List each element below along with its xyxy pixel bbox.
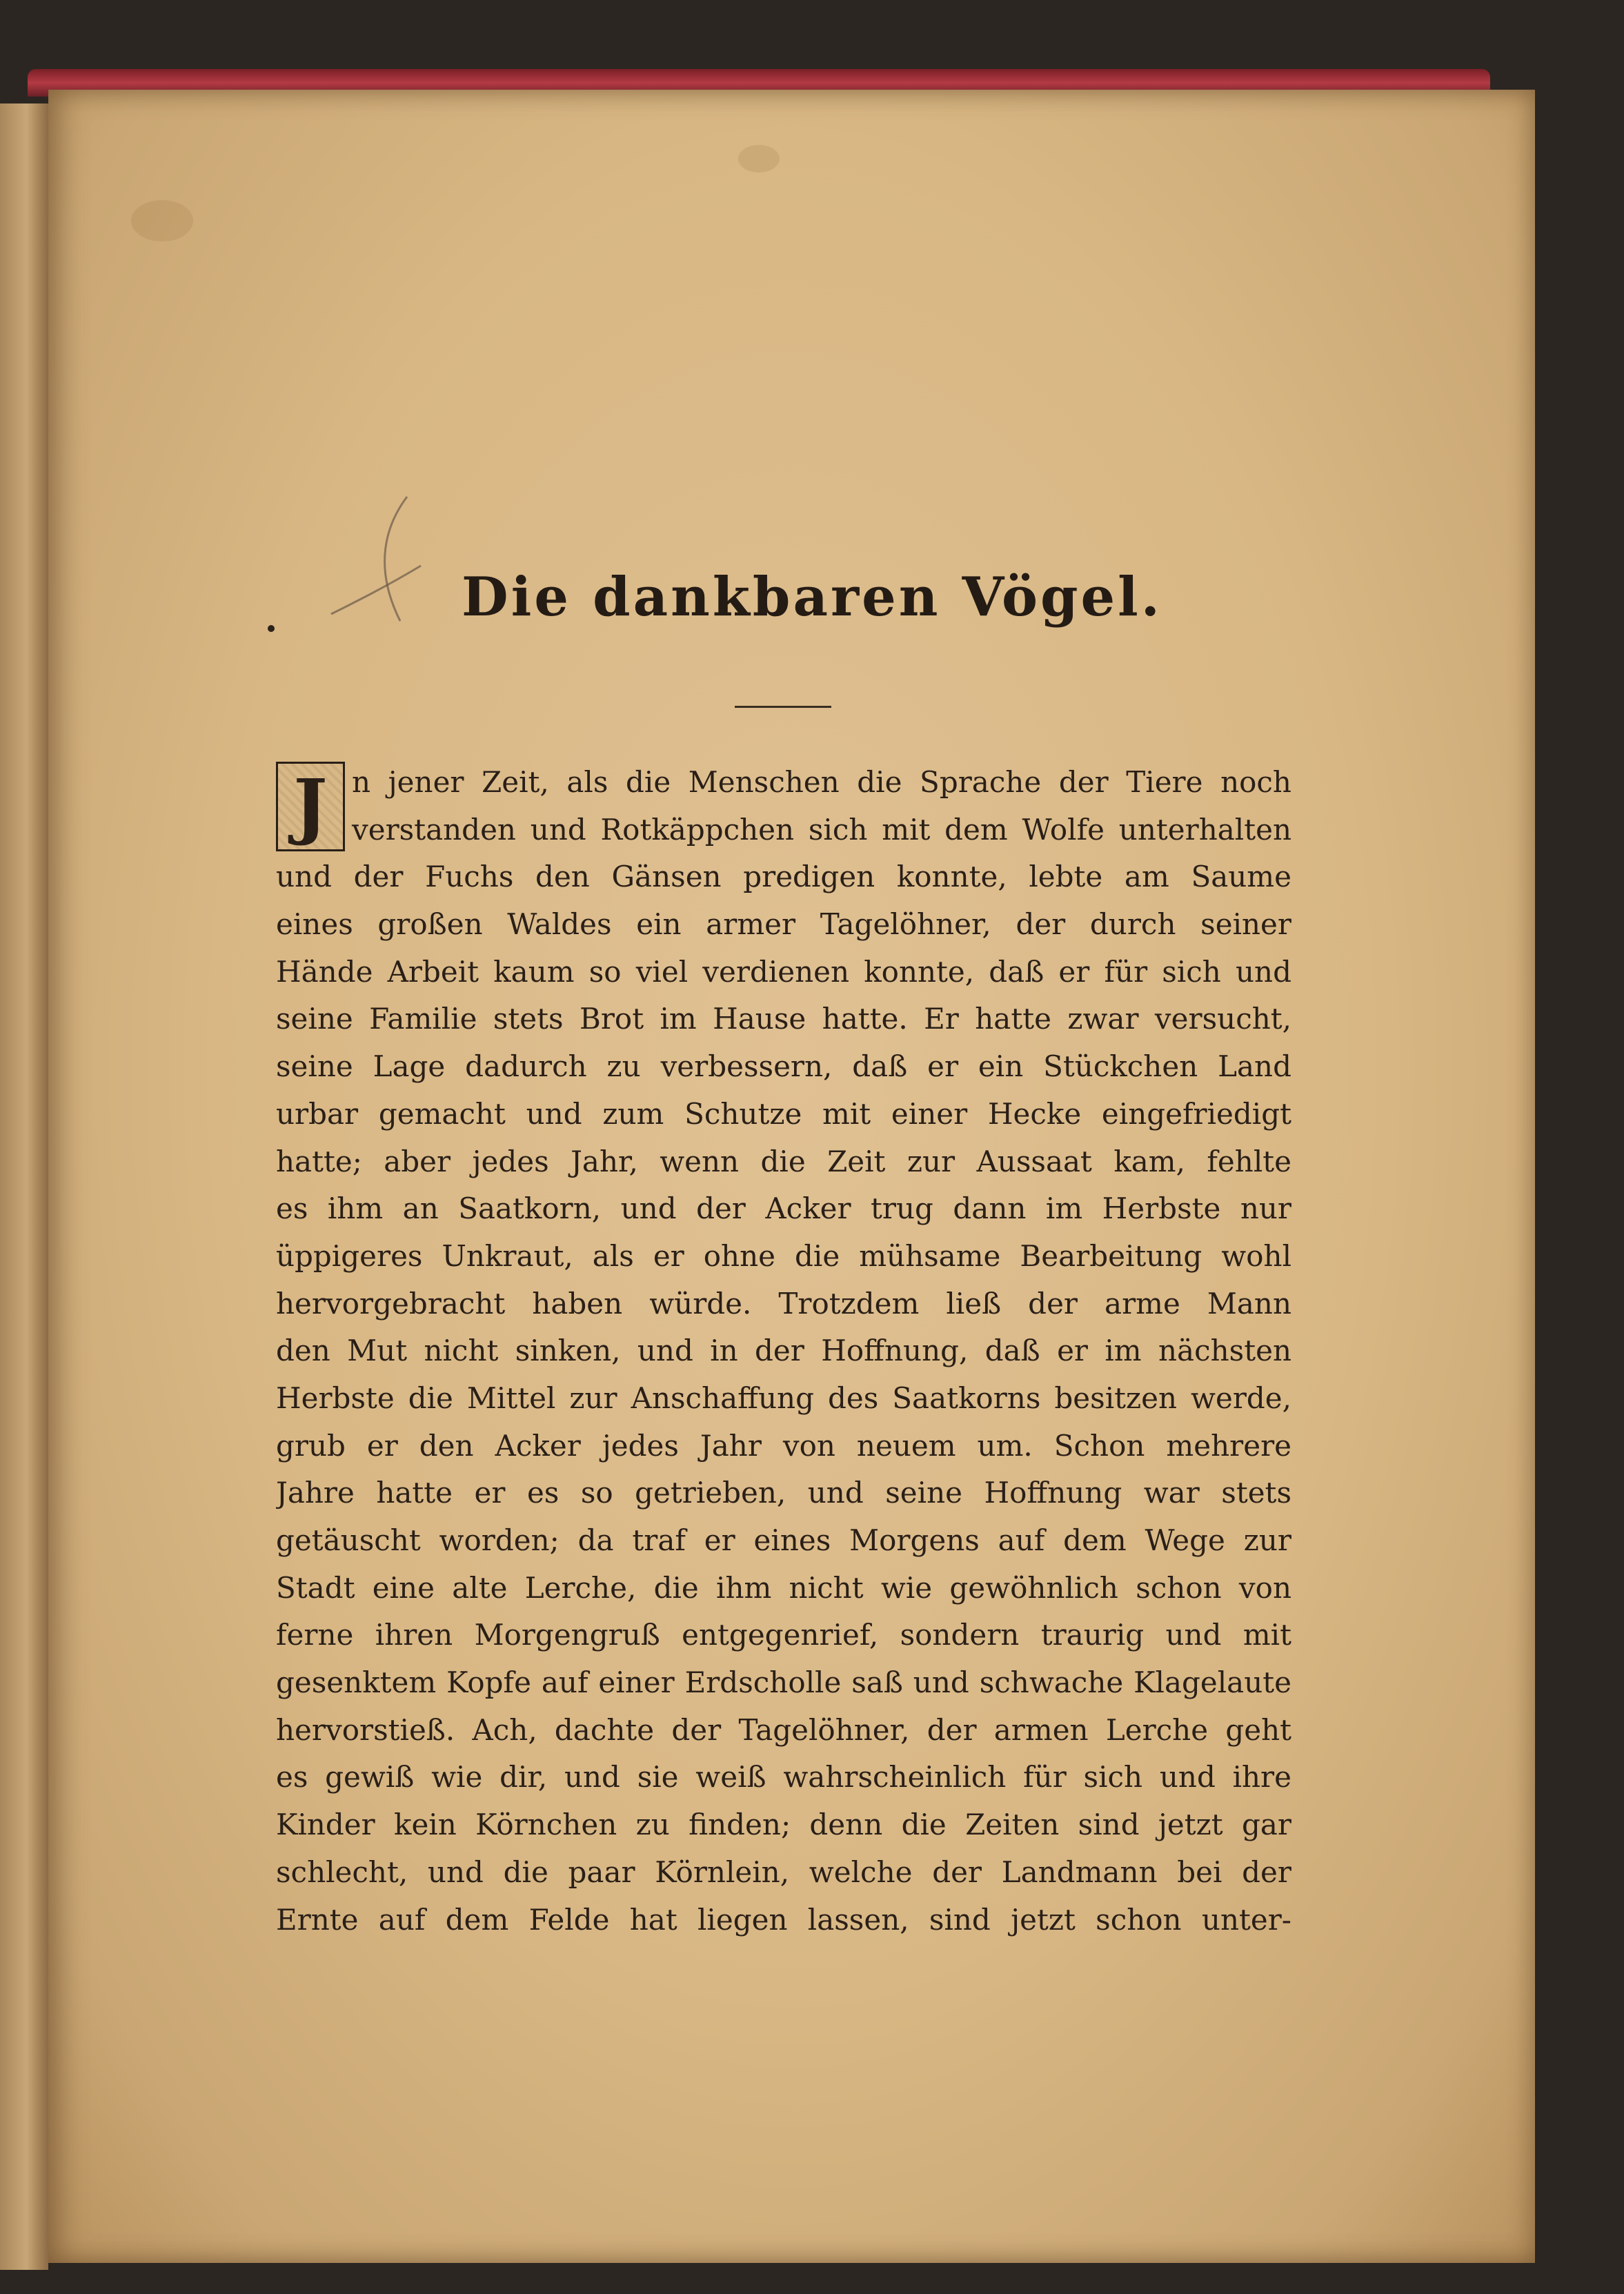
text-line: es ihm an Saatkorn, und der Acker trug dann im Herbste nur (276, 1192, 1291, 1226)
text-line: hervorgebracht haben würde. Trotzdem ließ der arme Mann (276, 1286, 1291, 1321)
text-line: hervorstieß. Ach, dachte der Tagelöhner, der armen Lerche geht (276, 1712, 1291, 1747)
text-line: üppigeres Unkraut, als er ohne die mühsame Bearbeitung wohl (276, 1238, 1291, 1273)
dropcap-initial: J (276, 762, 345, 851)
text-line: ferne ihren Morgengruß entgegenrief, sondern traurig und mit (276, 1618, 1291, 1652)
page-stain (131, 200, 193, 241)
text-line: schlecht, und die paar Körnlein, welche der Landmann bei der (276, 1855, 1291, 1889)
page-title: Die dankbaren Vögel. (462, 566, 1162, 629)
text-line: Herbste die Mittel zur Anschaffung des Saatkorns besitzen werde, (276, 1381, 1291, 1415)
text-line: eines großen Waldes ein armer Tagelöhner, der durch seiner (276, 907, 1291, 942)
text-line: grub er den Acker jedes Jahr von neuem um. Schon mehrere (276, 1428, 1291, 1463)
text-line: Kinder kein Körnchen zu finden; denn die Zeiten sind jetzt gar (276, 1808, 1291, 1842)
text-line: seine Lage dadurch zu verbessern, daß er ein Stückchen Land (276, 1049, 1291, 1084)
text-line: und der Fuchs den Gänsen predigen konnte, lebte am Saume (276, 860, 1291, 894)
text-line: getäuscht worden; da traf er eines Morgens auf dem Wege zur (276, 1523, 1291, 1557)
text-line: hatte; aber jedes Jahr, wenn die Zeit zur Aussaat kam, fehlte (276, 1144, 1291, 1178)
text-line: gesenktem Kopfe auf einer Erdscholle saß und schwache Klagelaute (276, 1665, 1291, 1700)
text-line: verstanden und Rotkäppchen sich mit dem Wolfe unterhalten (352, 812, 1291, 847)
body-text (276, 759, 1291, 1944)
left-page-edge (0, 103, 48, 2270)
text-line: es gewiß wie dir, und sie weiß wahrscheinlich für sich und ihre (276, 1760, 1291, 1794)
text-line: Stadt eine alte Lerche, die ihm nicht wie gewöhnlich schon von (276, 1570, 1291, 1605)
text-line: urbar gemacht und zum Schutze mit einer Hecke eingefriedigt (276, 1096, 1291, 1131)
text-line: Ernte auf dem Felde hat liegen lassen, sind jetzt schon unter- (276, 1902, 1291, 1937)
page-stain (738, 145, 780, 172)
text-line: Hände Arbeit kaum so viel verdienen konnte, daß er für sich und (276, 954, 1291, 989)
title-rule (735, 706, 831, 708)
text-line: Jahre hatte er es so getrieben, und seine Hoffnung war stets (276, 1476, 1291, 1510)
text-line: den Mut nicht sinken, und in der Hoffnung, daß er im nächsten (276, 1334, 1291, 1368)
text-line: n jener Zeit, als die Menschen die Sprache der Tiere noch (352, 765, 1291, 799)
text-line: seine Familie stets Brot im Hause hatte. Er hatte zwar versucht, (276, 1002, 1291, 1036)
